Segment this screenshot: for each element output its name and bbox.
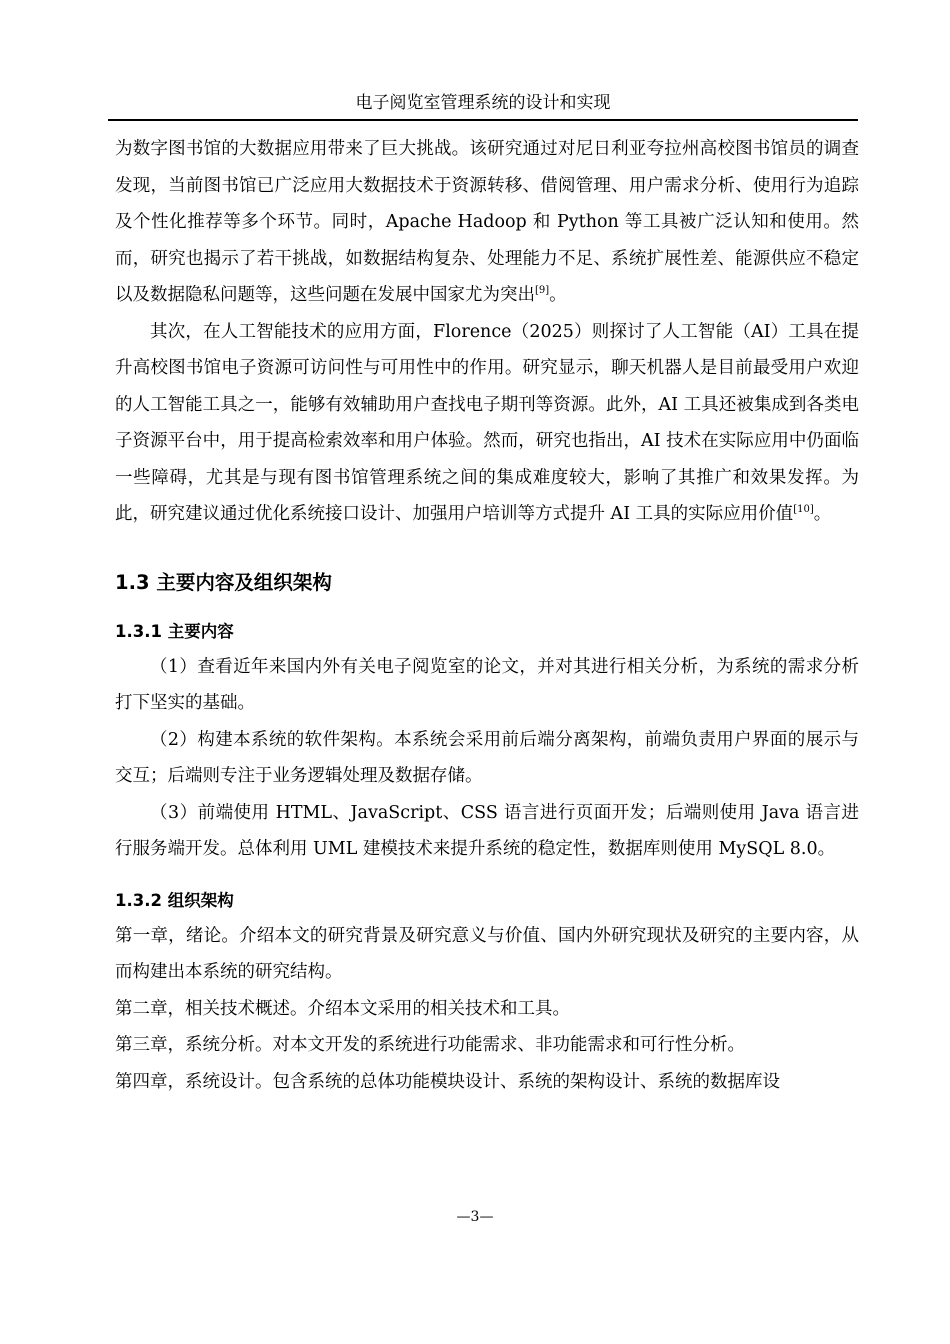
section-heading: 1.3 主要内容及组织架构: [115, 570, 332, 594]
chapter-summary: 第一章，绪论。介绍本文的研究背景及研究意义与价值、国内外研究现状及研究的主要内容，从而构建出本系统的研究结构。: [115, 925, 859, 982]
paragraph-text: 为数字图书馆的大数据应用带来了巨大挑战。该研究通过对尼日利亚夸拉州高校图书馆员的调查发现，当前图书馆已广泛应用大数据技术于资源转移、借阅管理、用户需求分析、使用行为追踪及个性化推荐等多个环节。同时，Apache Hadoop 和 Python 等工具被广泛认知和使用。然而，研究也揭示了若干挑战，如数据结构复杂、处理能力不足、系统扩展性差、能源供应不稳定以及数据隐私问题等，这些问题在发展中国家尤为突出: [115, 139, 859, 305]
citation-ref: [9]: [535, 285, 550, 297]
page-number: —3—: [456, 1209, 494, 1225]
content-item: （3）前端使用 HTML、JavaScript、CSS 语言进行页面开发；后端则使用 Java 语言进行服务端开发。总体利用 UML 建模技术来提升系统的稳定性，数据库则使用 MySQL 8.0。: [115, 802, 859, 859]
chapter-summary: 第二章，相关技术概述。介绍本文采用的相关技术和工具。: [115, 998, 570, 1019]
content-item: （1）查看近年来国内外有关电子阅览室的论文，并对其进行相关分析，为系统的需求分析打下坚实的基础。: [115, 656, 859, 713]
header-rule: [108, 119, 858, 121]
paragraph-text: 其次，在人工智能技术的应用方面，Florence（2025）则探讨了人工智能（AI）工具在提升高校图书馆电子资源可访问性与可用性中的作用。研究显示，聊天机器人是目前最受用户欢迎的人工智能工具之一，能够有效辅助用户查找电子期刊等资源。此外，AI 工具还被集成到各类电子资源平台中，用于提高检索效率和用户体验。然而，研究也指出，AI 技术在实际应用中仍面临一些障碍，尤其是与现有图书馆管理系统之间的集成难度较大，影响了其推广和效果发挥。为此，研究建议通过优化系统接口设计、加强用户培训等方式提升 AI 工具的实际应用价值: [115, 321, 859, 524]
content-item: （2）构建本系统的软件架构。本系统会采用前后端分离架构，前端负责用户界面的展示与交互；后端则专注于业务逻辑处理及数据存储。: [115, 729, 859, 786]
paragraph-ai-tools: [115, 314, 859, 533]
chapter-summary: 第四章，系统设计。包含系统的总体功能模块设计、系统的架构设计、系统的数据库设: [115, 1071, 780, 1092]
subsection-heading-main-content: 1.3.1 主要内容: [115, 621, 234, 641]
running-header: 电子阅览室管理系统的设计和实现: [355, 93, 611, 113]
chapter-summary: 第三章，系统分析。对本文开发的系统进行功能需求、非功能需求和可行性分析。: [115, 1035, 745, 1055]
page-content: [115, 131, 859, 1100]
subsection-heading-organization: 1.3.2 组织架构: [115, 890, 234, 910]
paragraph-continued: [115, 131, 859, 314]
citation-ref: [10]: [793, 504, 814, 516]
paragraph-end: 。: [549, 285, 567, 305]
paragraph-end: 。: [813, 504, 832, 524]
